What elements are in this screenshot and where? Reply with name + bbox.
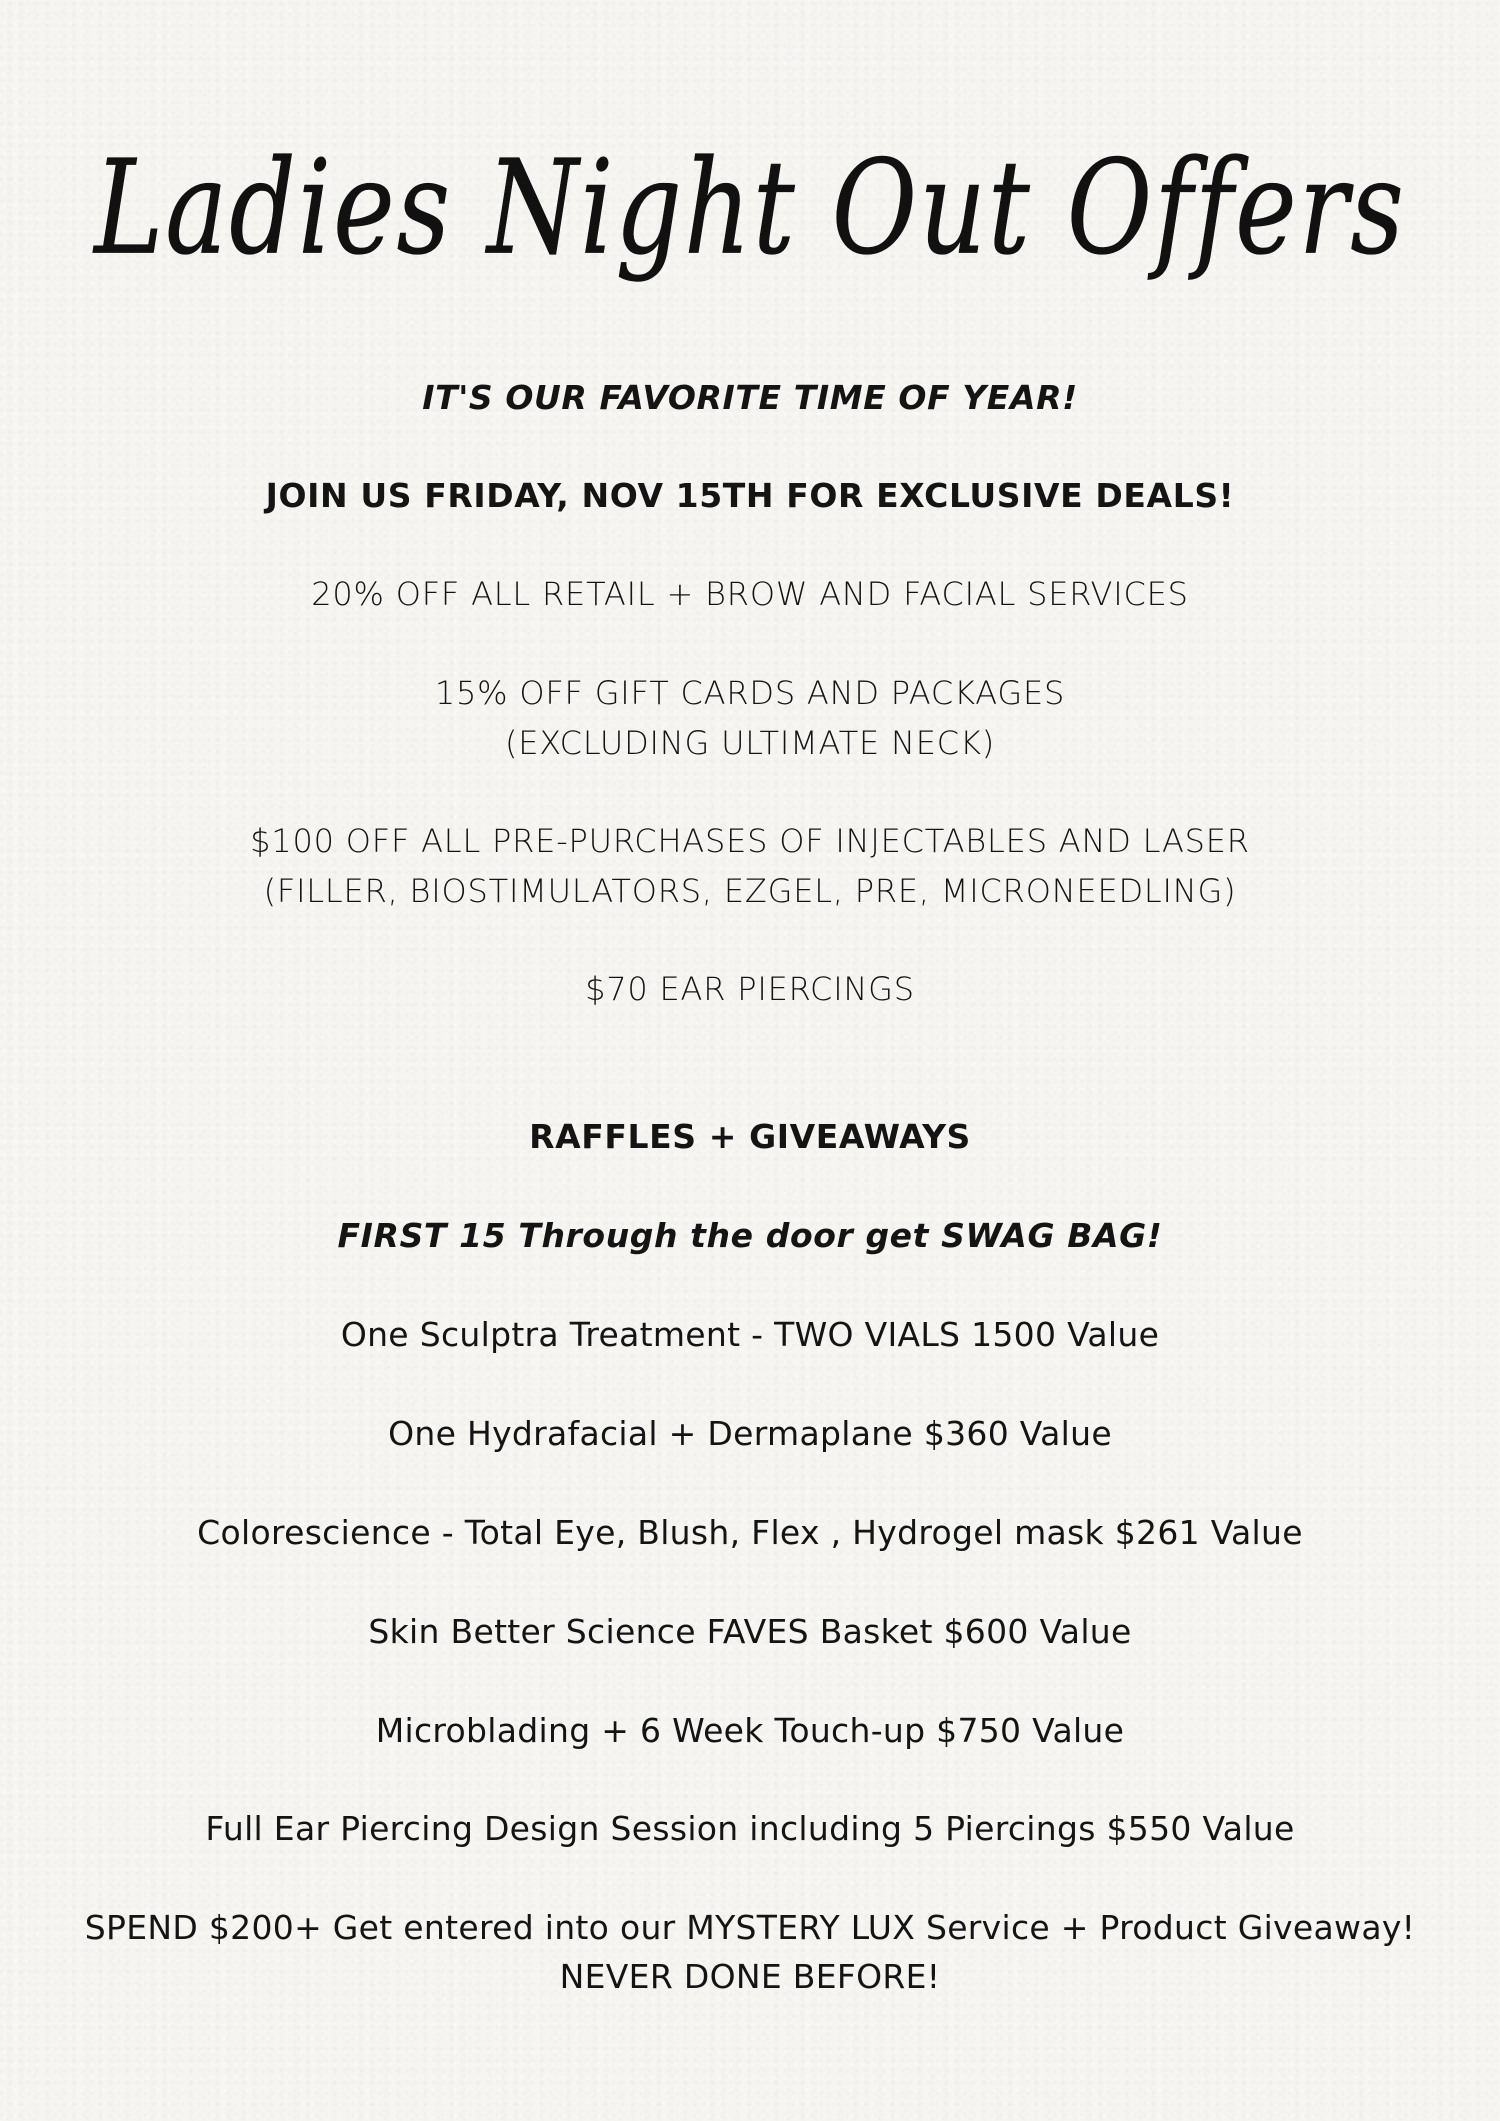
- announcement: JOIN US FRIDAY, NOV 15TH FOR EXCLUSIVE DEALS!: [265, 476, 1235, 515]
- offer-gift-cards: 15% OFF GIFT CARDS AND PACKAGES: [434, 674, 1066, 712]
- prize-item: One Sculptra Treatment - TWO VIALS 1500 Value: [340, 1315, 1160, 1354]
- prize-item: Skin Better Science FAVES Basket $600 Value: [368, 1612, 1132, 1651]
- offer-injectables-note: (FILLER, BIOSTIMULATORS, EZGEL, PRE, MICRONEEDLING): [263, 872, 1237, 910]
- offer-ear-piercings: $70 EAR PIERCINGS: [585, 970, 915, 1008]
- offer-gift-cards-note: (EXCLUDING ULTIMATE NECK): [504, 724, 996, 762]
- offer-retail-discount: 20% OFF ALL RETAIL + BROW AND FACIAL SERVICES: [311, 575, 1189, 613]
- flyer-title: Ladies Night Out Offers: [94, 131, 1406, 284]
- prize-item: One Hydrafacial + Dermaplane $360 Value: [388, 1414, 1112, 1453]
- mystery-giveaway: SPEND $200+ Get entered into our MYSTERY LUX Service + Product Giveaway!: [84, 1908, 1416, 1947]
- offer-injectables: $100 OFF ALL PRE-PURCHASES OF INJECTABLES AND LASER: [250, 822, 1250, 860]
- prize-item: Microblading + 6 Week Touch-up $750 Value: [375, 1711, 1125, 1750]
- prize-item: Full Ear Piercing Design Session including 5 Piercings $550 Value: [205, 1809, 1295, 1848]
- mystery-giveaway-note: NEVER DONE BEFORE!: [559, 1957, 941, 1996]
- raffles-heading: RAFFLES + GIVEAWAYS: [529, 1117, 971, 1156]
- prize-item: Colorescience - Total Eye, Blush, Flex , Hydrogel mask $261 Value: [197, 1513, 1303, 1552]
- tagline: IT'S OUR FAVORITE TIME OF YEAR!: [422, 378, 1078, 417]
- swag-bag-note: FIRST 15 Through the door get SWAG BAG!: [337, 1216, 1163, 1255]
